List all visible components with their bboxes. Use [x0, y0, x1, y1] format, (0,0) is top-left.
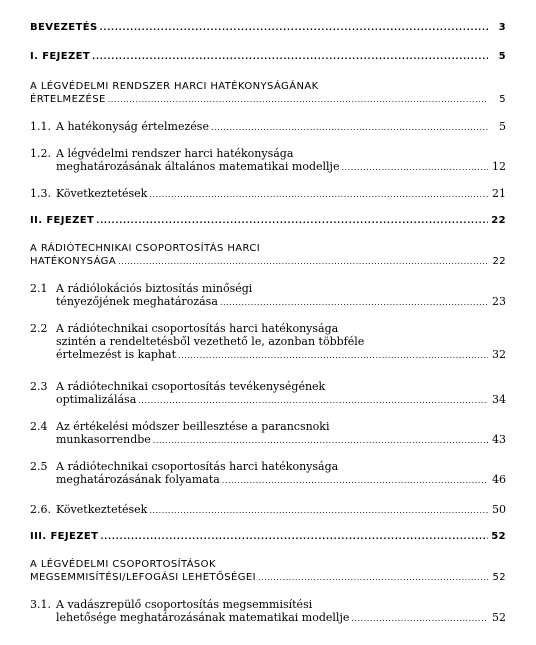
toc-line — [30, 80, 506, 93]
toc-entry — [30, 187, 506, 201]
toc-section-number: 2.4 — [30, 420, 48, 433]
dot-leader — [153, 434, 488, 447]
toc-title: A rádiótechnikai csoportosítás harci hatékonysága — [56, 460, 339, 473]
dot-leader — [100, 21, 488, 34]
toc-line — [30, 242, 506, 255]
toc-line — [30, 282, 506, 295]
toc-entry — [30, 80, 506, 106]
toc-page-number: 3 — [498, 22, 506, 33]
toc-entry — [30, 21, 506, 34]
toc-title: tényezőjének meghatározása — [56, 295, 218, 308]
toc-title: A hatékonyság értelmezése — [56, 120, 209, 133]
toc-title: III. FEJEZET — [30, 531, 99, 542]
toc-page-number: 52 — [491, 531, 506, 542]
toc-title: A LÉGVÉDELMI RENDSZER HARCI HATÉKONYSÁGÁNAK — [30, 81, 319, 92]
toc-entry — [30, 282, 506, 309]
dot-leader — [138, 394, 488, 407]
toc-line — [30, 21, 506, 34]
toc-line — [30, 393, 506, 407]
dot-leader — [220, 296, 488, 309]
toc-line — [30, 530, 506, 543]
toc-title: Az értékelési módszer beillesztése a parancsnoki — [56, 420, 330, 433]
toc-title: A rádiótechnikai csoportosítás harci hatékonysága — [56, 322, 339, 335]
toc-entry — [30, 558, 506, 584]
toc-title: A rádiótechnikai csoportosítás tevékenységének — [56, 380, 326, 393]
toc-section-number: 2.3 — [30, 380, 48, 393]
toc-entry — [30, 380, 506, 407]
toc-page-number: 21 — [492, 187, 506, 200]
toc-line — [30, 611, 506, 625]
toc-line — [30, 120, 506, 134]
dot-leader — [108, 93, 488, 106]
dot-leader — [92, 50, 488, 63]
toc-page-number: 52 — [492, 572, 506, 583]
toc-section-number: 3.1. — [30, 598, 51, 611]
toc-page-number: 52 — [492, 611, 506, 624]
toc-title: munkasorrendbe — [56, 433, 151, 446]
toc-section-number: 1.1. — [30, 120, 51, 133]
toc-line — [30, 420, 506, 433]
dot-leader — [100, 530, 488, 543]
toc-entry — [30, 598, 506, 625]
toc-line — [30, 255, 506, 268]
toc-page-number: 5 — [499, 120, 506, 133]
toc-page-number: 22 — [491, 215, 506, 226]
toc-line — [30, 598, 506, 611]
toc-section-number: 2.6. — [30, 503, 51, 516]
toc-title: HATÉKONYSÁGA — [30, 256, 117, 267]
toc-section-number: 1.2. — [30, 147, 51, 160]
toc-entry — [30, 242, 506, 268]
toc-title: A légvédelmi rendszer harci hatékonysága — [56, 147, 294, 160]
toc-title: II. FEJEZET — [30, 215, 95, 226]
toc-title: A LÉGVÉDELMI CSOPORTOSÍTÁSOK — [30, 559, 216, 570]
toc-page-number: 22 — [492, 256, 506, 267]
toc-line — [30, 348, 506, 362]
toc-line — [30, 380, 506, 393]
toc-title: ÉRTELMEZÉSE — [30, 94, 106, 105]
toc-page-number: 43 — [492, 433, 506, 446]
toc-line — [30, 322, 506, 335]
toc-section-number: 2.2 — [30, 322, 48, 335]
toc-page-number: 50 — [492, 503, 506, 516]
toc-entry — [30, 530, 506, 543]
toc-entry — [30, 322, 506, 362]
toc-title: BEVEZETÉS — [30, 22, 98, 33]
toc-line — [30, 558, 506, 571]
toc-title: értelmezést is kaphat — [56, 348, 177, 361]
toc-entry — [30, 214, 506, 227]
toc-title: meghatározásának folyamata — [56, 473, 220, 486]
dot-leader — [178, 349, 488, 362]
toc-title: A vadászrepülő csoportosítás megsemmisítési — [56, 598, 313, 611]
toc-line — [30, 295, 506, 309]
toc-title: meghatározásának általános matematikai modellje — [56, 160, 340, 173]
toc-title: Következtetések — [56, 187, 148, 200]
dot-leader — [149, 504, 488, 517]
toc-section-number: 2.1 — [30, 282, 48, 295]
toc-title: A RÁDIÓTECHNIKAI CSOPORTOSÍTÁS HARCI — [30, 243, 261, 254]
toc-line — [30, 433, 506, 447]
toc-entry — [30, 147, 506, 174]
toc-title: Következtetések — [56, 503, 148, 516]
dot-leader — [118, 255, 488, 268]
toc-title: I. FEJEZET — [30, 51, 91, 62]
dot-leader — [222, 474, 488, 487]
toc-page-number: 5 — [498, 51, 506, 62]
toc-entry — [30, 420, 506, 447]
toc-line — [30, 473, 506, 487]
toc-line — [30, 187, 506, 201]
toc-entry — [30, 503, 506, 517]
toc-title: A rádiólokációs biztosítás minőségi — [56, 282, 253, 295]
toc-page-number: 32 — [492, 348, 506, 361]
dot-leader — [341, 161, 488, 174]
dot-leader — [96, 214, 488, 227]
toc-page-number: 23 — [492, 295, 506, 308]
dot-leader — [211, 121, 488, 134]
toc-line — [30, 460, 506, 473]
toc-line — [30, 50, 506, 63]
toc-title: szintén a rendeltetésből vezethető le, azonban többféle — [56, 335, 365, 348]
toc-page-number: 46 — [492, 473, 506, 486]
toc-section-number: 2.5 — [30, 460, 48, 473]
toc-page-number: 12 — [492, 160, 506, 173]
toc-page-number: 5 — [499, 94, 506, 105]
toc-line — [30, 214, 506, 227]
toc-entry — [30, 460, 506, 487]
toc-title: optimalizálása — [56, 393, 137, 406]
toc-page-number: 34 — [492, 393, 506, 406]
toc-line — [30, 503, 506, 517]
toc-entry — [30, 50, 506, 63]
toc-line — [30, 571, 506, 584]
toc-section-number: 1.3. — [30, 187, 51, 200]
dot-leader — [149, 188, 488, 201]
toc-line — [30, 160, 506, 174]
toc-title: MEGSEMMISÍTÉSI/LEFOGÁSI LEHETŐSÉGEI — [30, 572, 256, 583]
dot-leader — [258, 571, 488, 584]
toc-line — [30, 147, 506, 160]
toc-title: lehetősége meghatározásának matematikai modellje — [56, 611, 350, 624]
toc-entry — [30, 120, 506, 134]
toc-line — [30, 335, 506, 348]
toc-line — [30, 93, 506, 106]
dot-leader — [351, 612, 488, 625]
